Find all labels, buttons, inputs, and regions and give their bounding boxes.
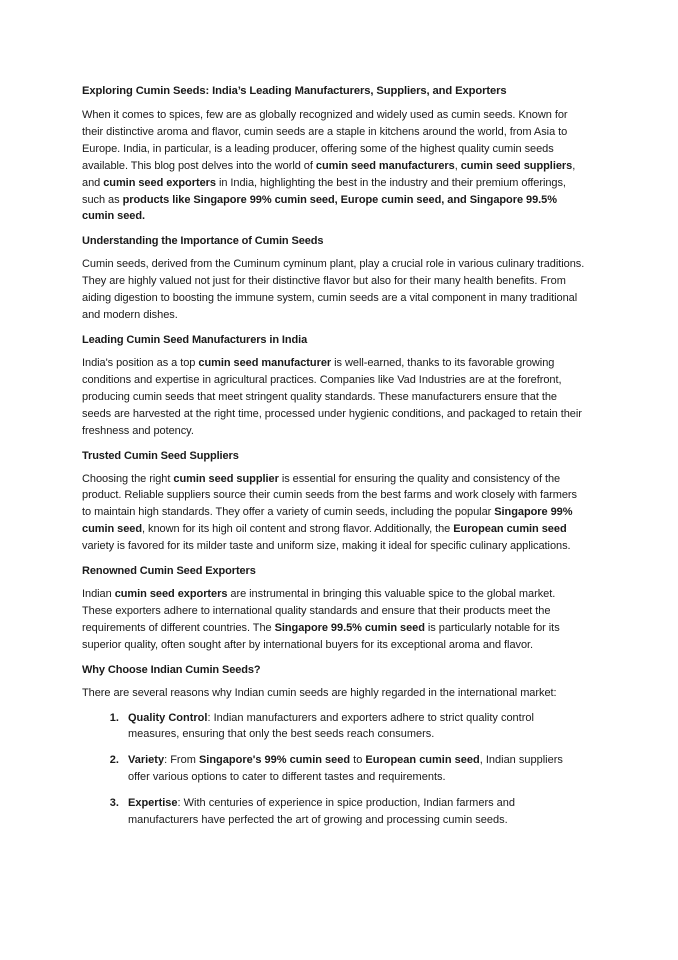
text-run: : From: [164, 754, 199, 767]
bold-text-run: cumin seed exporters: [103, 176, 216, 189]
list-item-quality-control: [122, 710, 586, 744]
bold-text-run: European cumin seed: [453, 523, 567, 536]
text-run: : With centuries of experience in spice production, Indian farmers and manufacturers have perfected the art of growing and processing cumin seeds.: [128, 797, 516, 827]
text-run: , known for its high oil content and strong flavor. Additionally, the: [142, 523, 454, 536]
section-paragraph-why-choose: [82, 685, 586, 702]
bold-text-run: cumin seed manufacturer: [198, 356, 332, 369]
bold-text-run: Variety: [128, 754, 165, 767]
text-run: When it comes to spices, few are as globally recognized and widely used as cumin seeds. Known for their distinctive aroma and flavor, cumin seeds are a staple in kitchens around the world, from Asia to Europe. India, in particular, is a leading producer, offering some of the highest quality cumin seeds available. This blog post delves into the world of: [82, 109, 568, 172]
section-paragraph-suppliers: [82, 471, 586, 556]
section-paragraph-manufacturers: [82, 355, 586, 440]
section-heading-suppliers: Trusted Cumin Seed Suppliers: [82, 449, 239, 462]
section-heading-manufacturers: Leading Cumin Seed Manufacturers in India: [82, 333, 308, 346]
text-run: variety is favored for its milder taste and uniform size, making it ideal for specific culinary applications.: [82, 540, 571, 553]
bold-text-run: Expertise: [128, 797, 178, 810]
list-item-variety: [122, 752, 586, 786]
text-run: , Indian suppliers offer various options to cater to different tastes and requirements.: [128, 754, 563, 784]
bold-text-run: cumin seed suppliers: [460, 159, 573, 172]
text-run: ,: [454, 159, 461, 172]
intro-paragraph: [82, 107, 586, 225]
text-run: : Indian manufacturers and exporters adhere to strict quality control measures, ensuring that only the best seeds reach consumers.: [128, 711, 534, 741]
bold-text-run: Singapore's 99% cumin seed: [198, 754, 351, 767]
bold-text-run: cumin seed exporters: [114, 588, 228, 601]
text-run: , and: [82, 159, 576, 189]
text-run: is well-earned, thanks to its favorable growing conditions and expertise in agricultural practices. Companies like Vad Industries are at the forefront, producing cumin seeds that meet stringent quality standards. These manufacturers ensure that the seeds are harvested at the right time, processed under hygienic conditions, and packaged to retain their freshness and potency.: [82, 356, 582, 437]
bold-text-run: European cumin seed: [365, 754, 480, 767]
bold-text-run: Singapore 99.5% cumin seed: [274, 621, 425, 634]
section-heading-exporters: Renowned Cumin Seed Exporters: [82, 565, 256, 578]
text-run: India's position as a top: [82, 356, 199, 369]
text-run: in India, highlighting the best in the industry and their premium offerings, such as: [82, 176, 566, 206]
text-run: Choosing the right: [82, 472, 174, 485]
bold-text-run: Singapore 99% cumin seed: [82, 506, 573, 536]
text-run: is particularly notable for its superior quality, often sought after by international buyers for its exceptional aroma and flavor.: [82, 621, 560, 651]
bold-text-run: Quality Control: [128, 711, 208, 724]
section-paragraph-exporters: [82, 586, 586, 654]
text-run: are instrumental in bringing this valuable spice to the global market. These exporters adhere to international quality standards and ensure that their products meet the requirements of different countries. The: [82, 588, 556, 634]
text-run: is essential for ensuring the quality and consistency of the product. Reliable suppliers source their cumin seeds from the best farms and work closely with farmers to maintain high standards. They offer a variety of cumin seeds, including the popular: [82, 472, 577, 519]
bold-text-run: cumin seed manufacturers: [315, 159, 455, 172]
section-paragraph-importance: [82, 256, 586, 324]
page-title: Exploring Cumin Seeds: India’s Leading Manufacturers, Suppliers, and Exporters: [82, 85, 507, 97]
text-run: There are several reasons why Indian cumin seeds are highly regarded in the international market:: [82, 686, 557, 699]
section-heading-why-choose: Why Choose Indian Cumin Seeds?: [82, 663, 261, 676]
text-run: Indian: [82, 588, 115, 601]
bold-text-run: cumin seed supplier: [173, 472, 279, 485]
bold-text-run: products like Singapore 99% cumin seed, Europe cumin seed, and Singapore 99.5% cumin seed.: [82, 193, 557, 223]
list-item-expertise: [122, 795, 586, 829]
section-heading-importance: Understanding the Importance of Cumin Seeds: [82, 235, 324, 248]
text-run: to: [350, 754, 366, 767]
reasons-list: [82, 710, 586, 829]
text-run: Cumin seeds, derived from the Cuminum cyminum plant, play a crucial role in various culinary traditions. They are highly valued not just for their distinctive flavor but also for their many health benefits. From aiding digestion to boosting the immune system, cumin seeds are a vital component in many traditional and modern dishes.: [82, 258, 585, 322]
